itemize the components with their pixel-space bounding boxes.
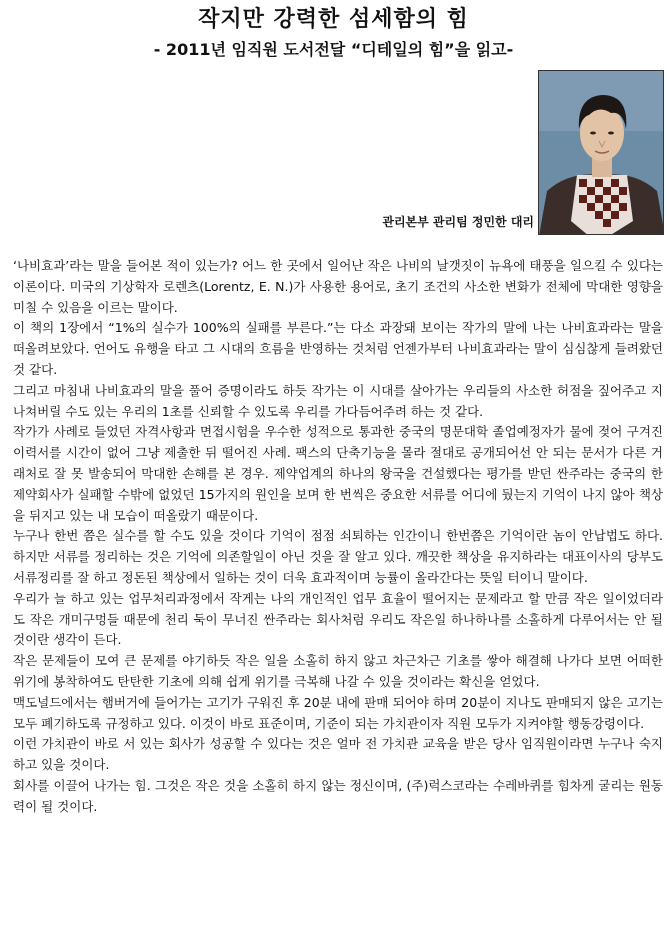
portrait-photo bbox=[538, 70, 664, 235]
paragraph: ‘나비효과’라는 말을 들어본 적이 있는가? 어느 한 곳에서 일어난 작은 나비의 날갯짓이 뉴욕에 태풍을 일으킬 수 있다는 이론이다. 미국의 기상학자 로렌츠(Lorentz, E. N.)가 사용한 용어로, 초기 조건의 사소한 변화가 전체에 막대한 영향을 미칠 수 있음을 이르는 말이다. bbox=[13, 258, 663, 315]
page-title: 작지만 강력한 섬세함의 힘 bbox=[198, 7, 469, 32]
page-subtitle: - 2011년 임직원 도서전달 “디테일의 힘”을 읽고- bbox=[153, 40, 514, 59]
paragraph: 이 책의 1장에서 “1%의 실수가 100%의 실패를 부른다.”는 다소 과장돼 보이는 작가의 말에 나는 나비효과라는 말을 떠올려보았다. 언어도 유행을 타고 그 시대의 흐름을 반영하는 것처럼 언젠가부터 나비효과라는 말이 심심찮게 들려왔던 것 같다. bbox=[13, 320, 663, 377]
paragraph: 맥도널드에서는 햄버거에 들어가는 고기가 구워진 후 20분 내에 판매 되어야 하며 20분이 지나도 판매되지 않은 고기는 모두 폐기하도록 규정하고 있다. 이것이 바로 표준이며, 기준이 되는 가치관이자 직원 모두가 지켜야할 행동강령이다. bbox=[13, 694, 663, 731]
paragraph: 회사를 이끌어 나가는 힘. 그것은 작은 것을 소홀히 하지 않는 정신이며, (주)럭스코라는 수레바퀴를 힘차게 굴리는 원동력이 될 것이다. bbox=[13, 777, 663, 814]
paragraph: 누구나 한번 쯤은 실수를 할 수도 있을 것이다 기억이 점점 쇠퇴하는 인간이니 한번쯤은 기억이란 놈이 안납법도 하다. 하지만 서류를 정리하는 것은 기억에 의존할일이 아닌 것을 잘 알고 있다. 깨끗한 책상을 유지하라는 대표이사의 당부도 서류정리를 잘 하고 정돈된 책상에서 일하는 것이 더욱 효과적이며 능률이 올라간다는 뜻일 터이니 말이다. bbox=[13, 528, 663, 585]
paragraph: 작가가 사례로 들었던 자격사항과 면접시험을 우수한 성적으로 통과한 중국의 명문대학 졸업예정자가 물에 젖어 구겨진 이력서를 시간이 없어 그냥 제출한 뒤 떨어진 사례. 팩스의 단축기능을 몰라 절대로 공개되어선 안 되는 문서가 다른 거래처로 잘 못 발송되어 막대한 손해를 본 경우. 제약업계의 하나의 왕국을 건설했다는 평가를 받던 싼주라는 중국의 한 제약회사가 실패할 수밖에 없었던 15가지의 원인을 보며 한 번씩은 중요한 서류를 어디에 뒀는지 기억이 나지 않아 책상을 뒤지고 있는 내 모습이 떠올랐기 때문이다. bbox=[13, 424, 663, 523]
paragraph: 작은 문제들이 모여 큰 문제를 야기하듯 작은 일을 소홀히 하지 않고 차근차근 기초를 쌓아 해결해 나가다 보면 어떠한 위기에 봉착하여도 탄탄한 기초에 의해 쉽게 위기를 극복해 나갈 수 있을 것이라는 확신을 얻었다. bbox=[13, 653, 663, 689]
author-name: 관리본부 관리팀 정민한 대리 bbox=[382, 215, 534, 229]
paragraph: 그리고 마침내 나비효과의 말을 풀어 증명이라도 하듯 작가는 이 시대를 살아가는 우리들의 사소한 허점을 짚어주고 지나쳐버릴 수도 있는 우리의 1초를 신뢰할 수 있도록 우리를 가다듬어주려 하는 것 같다. bbox=[13, 382, 663, 419]
essay-body bbox=[13, 256, 663, 818]
portrait-photo-drawing bbox=[539, 71, 664, 235]
paragraph: 우리가 늘 하고 있는 업무처리과정에서 작게는 나의 개인적인 업무 효율이 떨어지는 문제라고 할 만큼 작은 일이었더라도 작은 개미구멍들 때문에 천리 둑이 무너진 싼주라는 회사처럼 우리도 작은일 하나하나를 소홀하게 다루어서는 안 될 것이란 생각이 든다. bbox=[13, 590, 663, 648]
paragraph: 이런 가치관이 바로 서 있는 회사가 성공할 수 있다는 것은 얼마 전 가치관 교육을 받은 당사 임직원이라면 누구나 숙지하고 있을 것이다. bbox=[13, 736, 663, 773]
